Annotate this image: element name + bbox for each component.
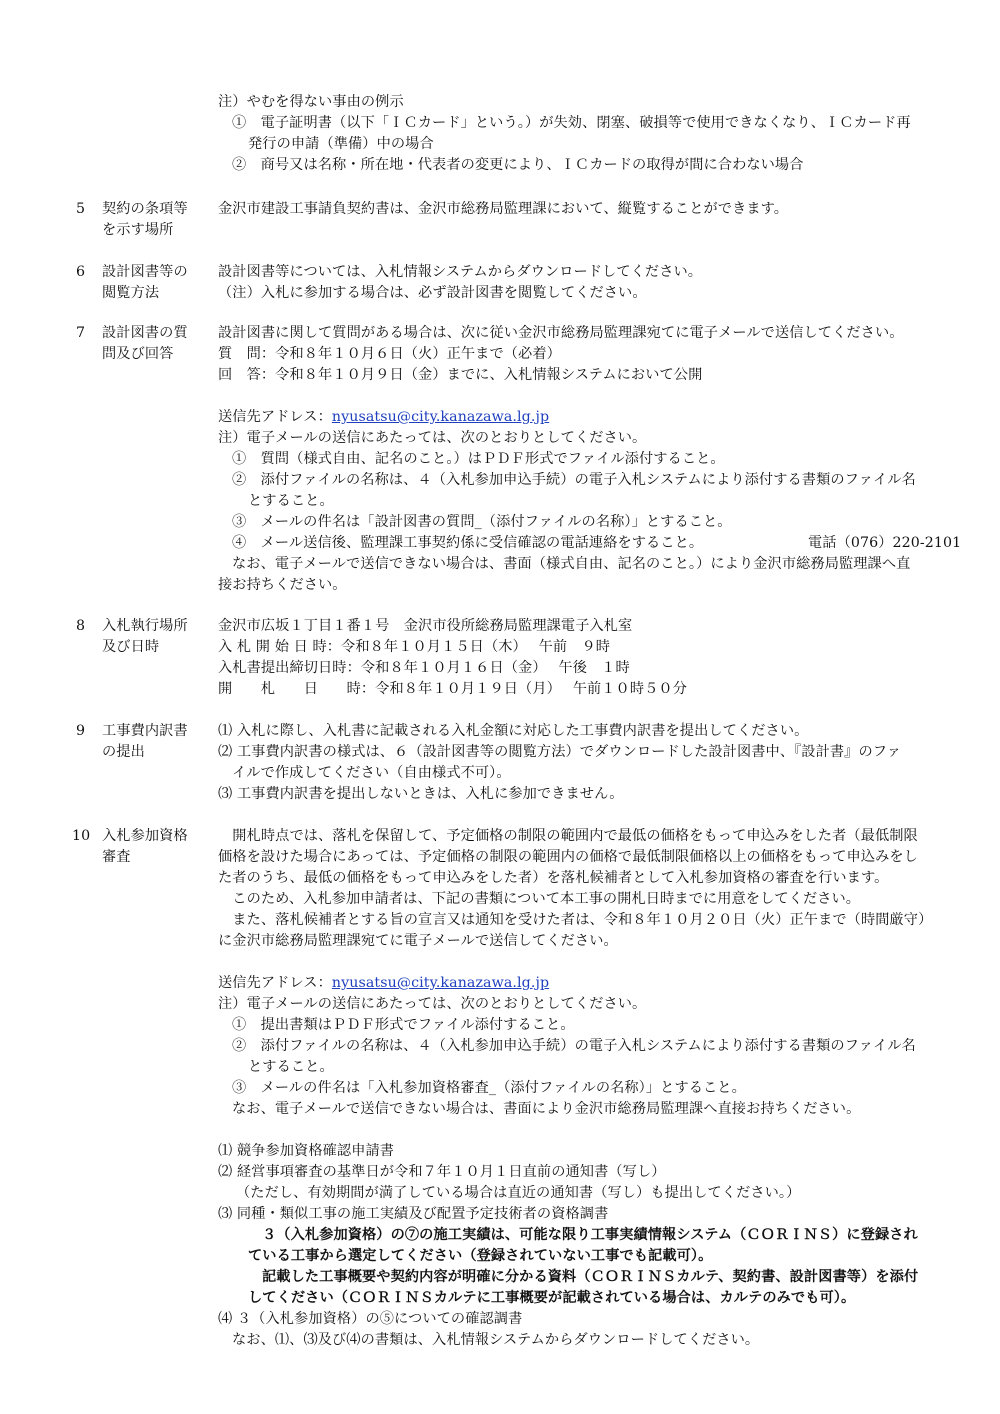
section-6-line-2: （注）入札に参加する場合は、必ず設計図書を閲覧してください。 — [218, 285, 647, 301]
section-10-para-2: このため、入札参加申請者は、下記の書類について本工事の開札日時までに用意をしてください。 — [218, 891, 861, 907]
section-7-address-line — [218, 408, 549, 426]
note-item-1: ① 電子証明書（以下「ＩＣカード」という。）が失効、閉塞、破損等で使用できなくなり、ＩＣカード再 — [232, 115, 911, 131]
section-9-title-cont: の提出 — [102, 744, 145, 760]
section-7-title: 設計図書の質 — [102, 325, 188, 341]
bold-notice-1: ３（入札参加資格）の⑦の施工実績は、可能な限り工事実績情報システム（ＣＯＲＩＮＳ）に登録され — [262, 1227, 918, 1243]
section-8-location: 金沢市広坂１丁目１番１号 金沢市役所総務局監理課電子入札室 — [218, 618, 633, 634]
section-10-note-2-cont: とすること。 — [248, 1059, 334, 1075]
section-10-note-1: ① 提出書類はＰＤＦ形式でファイル添付すること。 — [232, 1017, 575, 1033]
section-5-number: 5 — [76, 201, 86, 217]
email-link[interactable]: nyusatsu@city.kanazawa.lg.jp — [331, 975, 550, 991]
bold-notice-2: 記載した工事概要や契約内容が明確に分かる資料（ＣＯＲＩＮＳカルテ、契約書、設計図書等）を添付 — [262, 1269, 919, 1285]
section-10-para-1a: 開札時点では、落札を保留して、予定価格の制限の範囲内で最低の価格をもって申込みをした者（最低制限 — [218, 828, 918, 844]
document-item-1: ⑴ 競争参加資格確認申請書 — [218, 1143, 395, 1159]
section-5-title-cont: を示す場所 — [102, 222, 174, 238]
section-6-number: 6 — [76, 264, 86, 280]
section-5-body: 金沢市建設工事請負契約書は、金沢市総務局監理課において、縦覧することができます。 — [218, 201, 789, 217]
section-8-opening-time: 開 札 日 時：令和８年１０月１９日（月） 午前１０時５０分 — [218, 681, 687, 697]
note-item-1-cont: 発行の申請（準備）中の場合 — [248, 136, 434, 152]
section-8-start-time: 入 札 開 始 日 時：令和８年１０月１５日（木） 午前 ９時 — [218, 639, 611, 655]
section-7-note-2-cont: とすること。 — [248, 493, 334, 509]
email-link[interactable]: nyusatsu@city.kanazawa.lg.jp — [331, 409, 550, 425]
section-9-item-1: ⑴ 入札に際し、入札書に記載される入札金額に対応した工事費内訳書を提出してください。 — [218, 723, 809, 739]
section-10-note: 注）電子メールの送信にあたっては、次のとおりとしてください。 — [218, 996, 647, 1012]
document-item-2-cont: （ただし、有効期間が満了している場合は直近の通知書（写し）も提出してください。） — [236, 1185, 801, 1201]
section-8-deadline: 入札書提出締切日時：令和８年１０月１６日（金） 午後 １時 — [218, 660, 630, 676]
section-10-para-1c: た者のうち、最低の価格をもって申込みをした者）を落札候補者として入札参加資格の審査を行います。 — [218, 870, 889, 886]
section-7-number: 7 — [76, 325, 86, 341]
section-9-title: 工事費内訳書 — [102, 723, 188, 739]
section-7-note-2: ② 添付ファイルの名称は、４（入札参加申込手続）の電子入札システムにより添付する書類のファイル名 — [232, 472, 916, 488]
section-7-note-1: ① 質問（様式自由、記名のこと。）はＰＤＦ形式でファイル添付すること。 — [232, 451, 725, 467]
document-item-4: ⑷ ３（入札参加資格）の⑤についての確認調書 — [218, 1311, 523, 1327]
section-10-note-2: ② 添付ファイルの名称は、４（入札参加申込手続）の電子入札システムにより添付する書類のファイル名 — [232, 1038, 916, 1054]
section-10-para-1b: 価格を設けた場合にあっては、予定価格の制限の範囲内の価格で最低制限価格以上の価格をもって申込みをし — [218, 849, 918, 865]
section-6-line-1: 設計図書等については、入札情報システムからダウンロードしてください。 — [218, 264, 703, 280]
section-7-para-2: 接お持ちください。 — [218, 577, 347, 593]
note-header: 注）やむを得ない事由の例示 — [218, 94, 404, 110]
section-7-title-cont: 問及び回答 — [102, 346, 174, 362]
section-5-title: 契約の条項等 — [102, 201, 188, 217]
section-6-title: 設計図書等の — [102, 264, 188, 280]
bold-notice-2-cont: してください（ＣＯＲＩＮＳカルテに工事概要が記載されている場合は、カルテのみでも可）。 — [248, 1290, 856, 1306]
section-8-number: 8 — [76, 618, 86, 634]
section-10-title: 入札参加資格 — [102, 828, 188, 844]
note-item-2: ② 商号又は名称・所在地・代表者の変更により、ＩＣカードの取得が間に合わない場合 — [232, 157, 804, 173]
document-item-3: ⑶ 同種・類似工事の施工実績及び配置予定技術者の資格調書 — [218, 1206, 609, 1222]
section-10-note-4: なお、電子メールで送信できない場合は、書面により金沢市総務局監理課へ直接お持ちください。 — [232, 1101, 861, 1117]
section-6-title-cont: 閲覧方法 — [102, 285, 160, 301]
document-item-2: ⑵ 経営事項審査の基準日が令和７年１０月１日直前の通知書（写し） — [218, 1164, 666, 1180]
section-9-number: 9 — [76, 723, 86, 739]
address-label: 送信先アドレス： — [218, 975, 332, 991]
section-7-para-1: なお、電子メールで送信できない場合は、書面（様式自由、記名のこと。）により金沢市総務局監理課へ直 — [232, 556, 911, 572]
section-9-item-2-cont: イルで作成してください（自由様式不可）。 — [232, 765, 511, 781]
bold-notice-1-cont: ている工事から選定してください（登録されていない工事でも記載可）。 — [248, 1248, 713, 1264]
phone-number: 電話（076）220-2101 — [808, 535, 962, 551]
section-10-para-3a: また、落札候補者とする旨の宣言又は通知を受けた者は、令和８年１０月２０日（火）正午まで（時間厳守） — [218, 912, 933, 928]
section-7-note-4: ④ メール送信後、監理課工事契約係に受信確認の電話連絡をすること。 — [232, 535, 704, 551]
section-9-item-2: ⑵ 工事費内訳書の様式は、６（設計図書等の閲覧方法）でダウンロードした設計図書中、『設計書』のファ — [218, 744, 902, 760]
document-download-note: なお、⑴、⑶及び⑷の書類は、入札情報システムからダウンロードしてください。 — [232, 1332, 760, 1348]
section-7-answer: 回 答：令和８年１０月９日（金）までに、入札情報システムにおいて公開 — [218, 367, 703, 383]
address-label: 送信先アドレス： — [218, 409, 332, 425]
section-10-para-3b: に金沢市総務局監理課宛てに電子メールで送信してください。 — [218, 933, 618, 949]
section-8-title-cont: 及び日時 — [102, 639, 160, 655]
section-10-note-3: ③ メールの件名は「入札参加資格審査_（添付ファイルの名称）」とすること。 — [232, 1080, 746, 1096]
section-9-item-3: ⑶ 工事費内訳書を提出しないときは、入札に参加できません。 — [218, 786, 624, 802]
section-10-number: 10 — [72, 828, 91, 844]
section-7-note: 注）電子メールの送信にあたっては、次のとおりとしてください。 — [218, 430, 647, 446]
section-10-address-line — [218, 974, 549, 992]
section-7-note-3: ③ メールの件名は「設計図書の質問_（添付ファイルの名称）」とすること。 — [232, 514, 732, 530]
section-8-title: 入札執行場所 — [102, 618, 188, 634]
section-7-line-1: 設計図書に関して質問がある場合は、次に従い金沢市総務局監理課宛てに電子メールで送信してください。 — [218, 325, 904, 341]
section-10-title-cont: 審査 — [102, 849, 131, 865]
section-7-question: 質 問：令和８年１０月６日（火）正午まで（必着） — [218, 346, 561, 362]
